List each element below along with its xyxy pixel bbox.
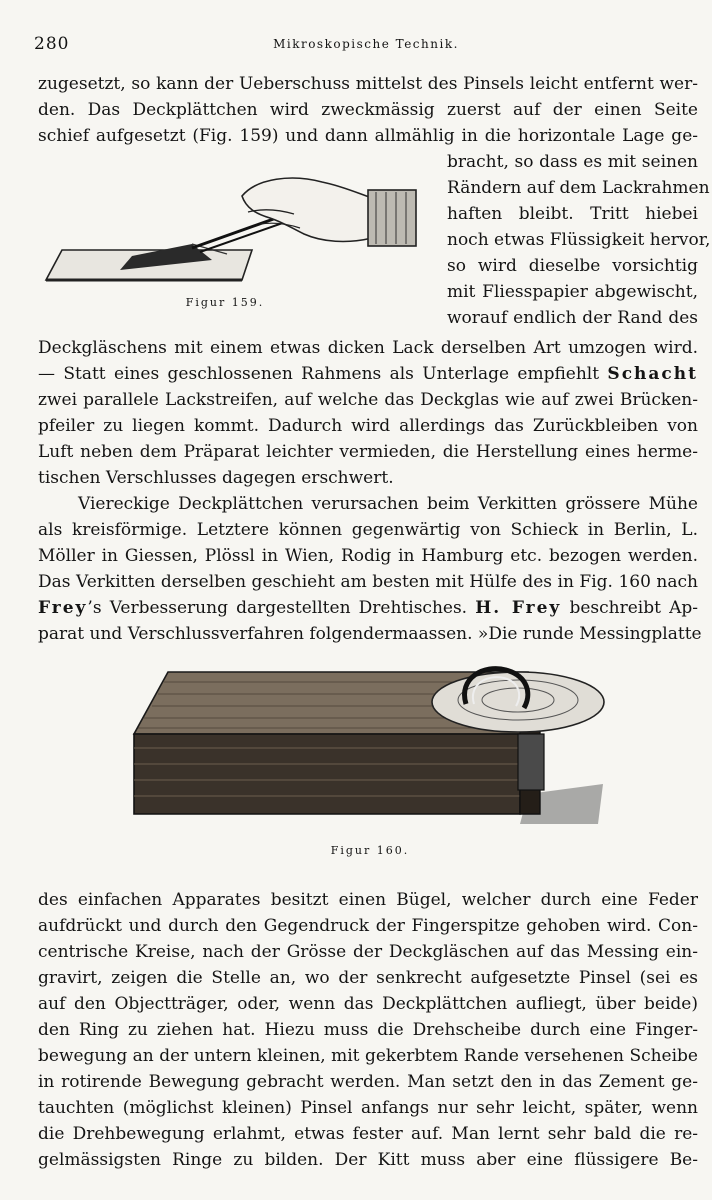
text-line: schief aufgesetzt (Fig. 159) und dann allmählig in die horizontale Lage ge- — [38, 126, 698, 146]
text-line: auf den Objectträger, oder, wenn das Deckplättchen aufliegt, über beide) — [38, 994, 698, 1014]
text-line: in rotirende Bewegung gebracht werden. Man setzt den in das Zement ge- — [38, 1072, 698, 1092]
figure-160-caption: Figur 160. — [330, 844, 410, 857]
text-line — [38, 622, 702, 647]
text-line: aufdrückt und durch den Gegendruck der Fingerspitze gehoben wird. Con- — [38, 916, 698, 936]
text-line: worauf endlich der Rand des — [447, 308, 698, 328]
page-number: 280 — [34, 34, 70, 54]
text-line: Rändern auf dem Lackrahmen — [447, 178, 710, 198]
figure-159-caption: Figur 159. — [185, 296, 265, 309]
text-line: centrische Kreise, nach der Grösse der Deckgläschen auf das Messing ein- — [38, 942, 698, 962]
text-line: tauchten (möglichst kleinen) Pinsel anfangs nur sehr leicht, später, wenn — [38, 1098, 698, 1118]
text-line — [38, 596, 698, 621]
name-frey: Frey — [38, 598, 88, 618]
text-segment: ’s Verbesserung dargestellten Drehtisches. — [87, 598, 468, 618]
text-line: Deckgläschens mit einem etwas dicken Lack derselben Art umzogen wird. — [38, 338, 698, 358]
text-line — [38, 362, 698, 387]
text-line: gelmässigsten Ringe zu bilden. Der Kitt muss aber eine flüssigere Be- — [38, 1150, 698, 1170]
text-segment: parat — [38, 624, 85, 644]
text-line: den Ring zu ziehen hat. Hiezu muss die Drehscheibe durch eine Finger- — [38, 1020, 698, 1040]
text-line: Viereckige Deckplättchen verursachen beim Verkitten grössere Mühe — [78, 494, 698, 514]
running-title: Mikroskopische Technik. — [273, 37, 459, 51]
text-line: Das Verkitten derselben geschieht am besten mit Hülfe des in Fig. 160 nach — [38, 572, 698, 592]
text-line: tischen Verschlusses dagegen erschwert. — [38, 468, 394, 488]
text-line: mit Fliesspapier abgewischt, — [447, 282, 698, 302]
text-segment: beschreibt Ap- — [569, 598, 699, 618]
text-line: zugesetzt, so kann der Ueberschuss mittelst des Pinsels leicht entfernt wer- — [38, 74, 698, 94]
text-segment: und Verschlussverfahren folgendermaassen. »Die runde Messingplatte — [89, 624, 702, 644]
text-line: Möller in Giessen, Plössl in Wien, Rodig in Hamburg etc. bezogen werden. — [38, 546, 698, 566]
text-line: pfeiler zu liegen kommt. Dadurch wird allerdings das Zurückbleiben von — [38, 416, 698, 436]
text-line: gravirt, zeigen die Stelle an, wo der senkrecht aufgesetzte Pinsel (sei es — [38, 968, 698, 988]
text-line: den. Das Deckplättchen wird zweckmässig zuerst auf der einen Seite — [38, 100, 698, 120]
text-line: bracht, so dass es mit seinen — [447, 152, 698, 172]
text-line: die Drehbewegung erlahmt, etwas fester auf. Man lernt sehr bald die re- — [38, 1124, 698, 1144]
text-line: des einfachen Apparates besitzt einen Bügel, welcher durch eine Feder — [38, 890, 698, 910]
name-h-frey: H. Frey — [475, 598, 562, 618]
text-line: Luft neben dem Präparat leichter vermieden, die Herstellung eines herme- — [38, 442, 698, 462]
text-line: noch etwas Flüssigkeit hervor, — [447, 230, 711, 250]
page-header — [34, 34, 698, 56]
name-schacht: Schacht — [607, 364, 698, 384]
figure-159-illustration — [42, 168, 422, 288]
text-line: bewegung an der untern kleinen, mit gekerbtem Rande versehenen Scheibe — [38, 1046, 698, 1066]
text-line: als kreisförmige. Letztere können gegenwärtig von Schieck in Berlin, L. — [38, 520, 698, 540]
text-line: haften bleibt. Tritt hiebei — [447, 204, 698, 224]
text-segment: — Statt eines geschlossenen Rahmens als Unterlage empfiehlt — [38, 364, 600, 384]
figure-160-illustration — [128, 664, 608, 834]
text-line: zwei parallele Lackstreifen, auf welche das Deckglas wie auf zwei Brücken- — [38, 390, 698, 410]
text-line: so wird dieselbe vorsichtig — [447, 256, 698, 276]
